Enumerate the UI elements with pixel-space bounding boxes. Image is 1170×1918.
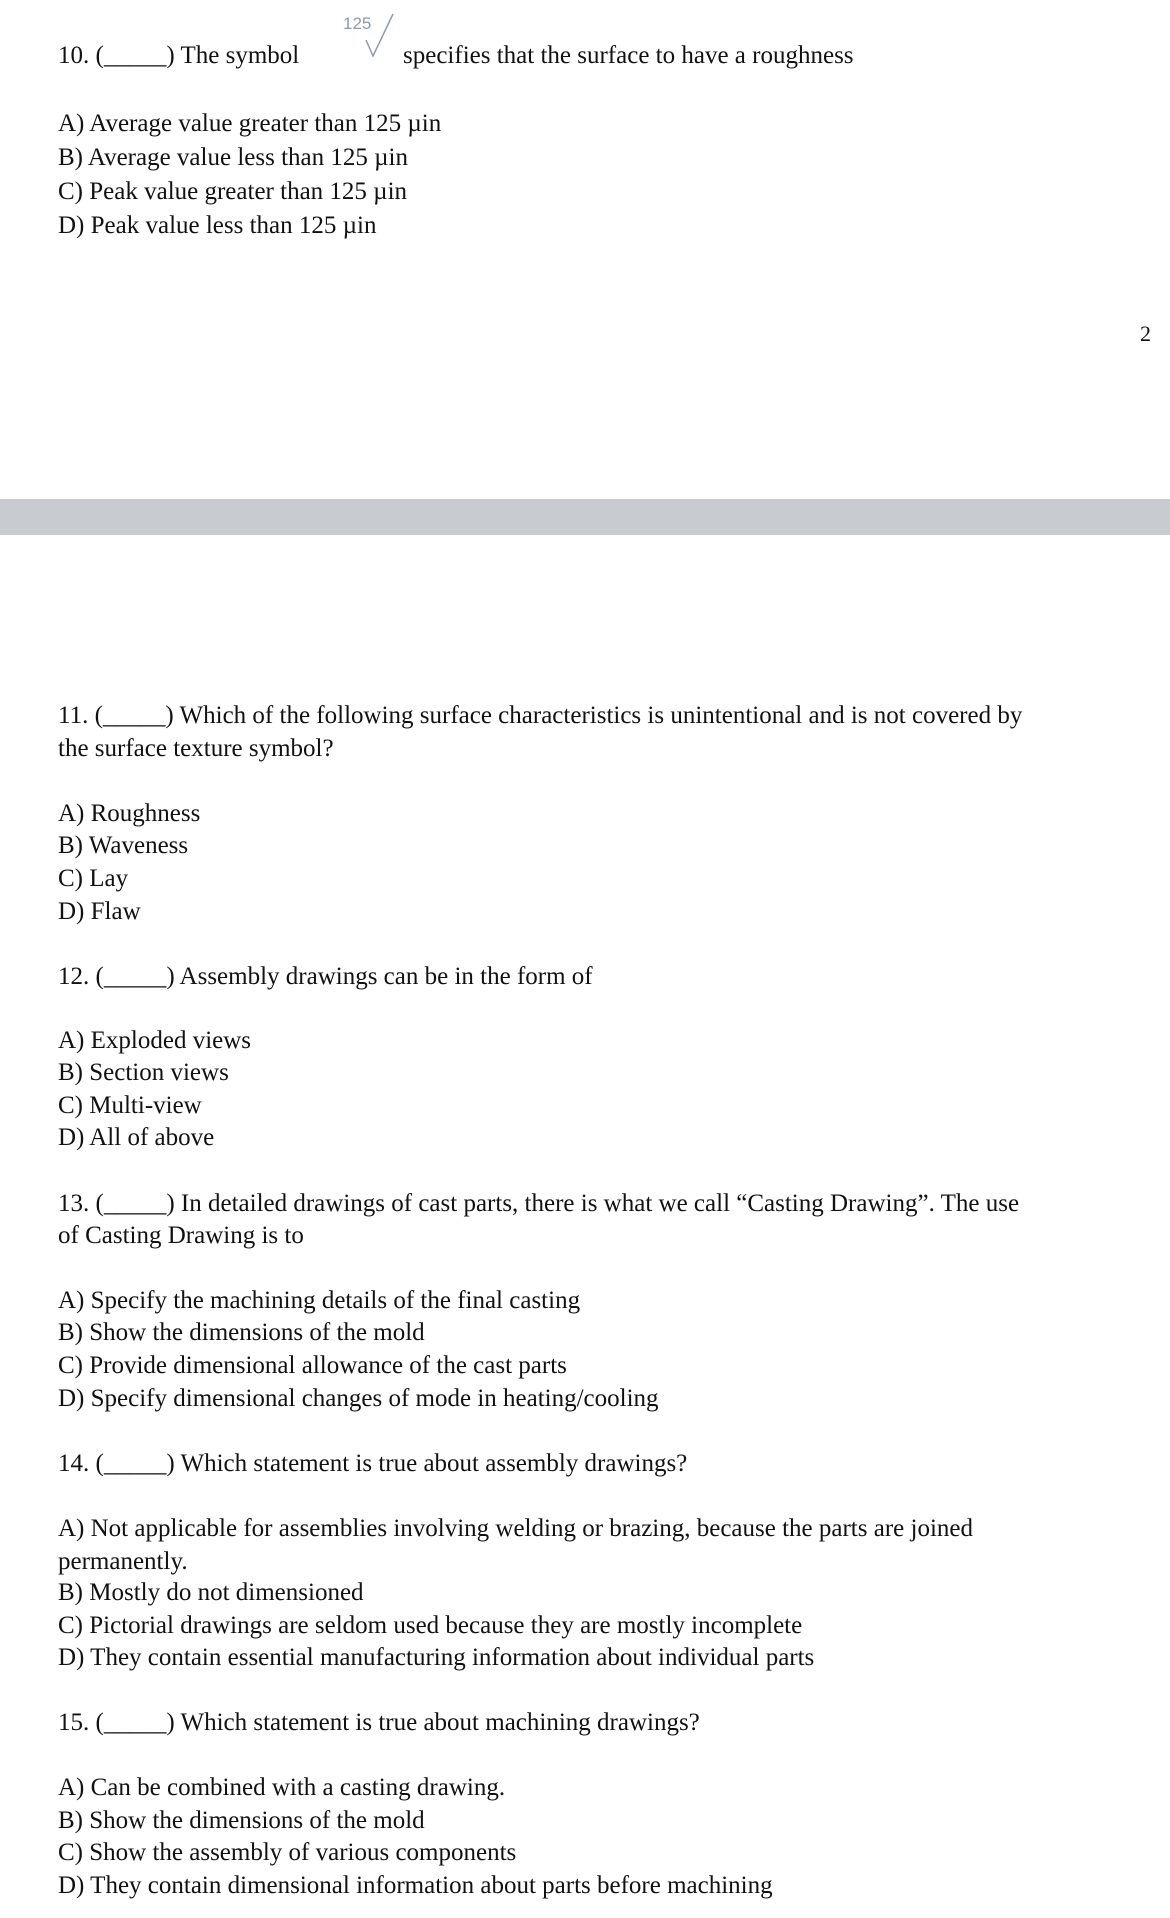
question-number: 12. <box>58 963 90 990</box>
question-13-stem <box>58 1189 1019 1219</box>
option-a: A) Specify the machining details of the final casting <box>58 1287 581 1314</box>
option-a: A) Average value greater than 125 µin <box>58 110 442 137</box>
option-a-continued: permanently. <box>58 1548 188 1575</box>
question-text: Which of the following surface characteristics is unintentional and is not covered by <box>179 702 1023 729</box>
option-c: C) Peak value greater than 125 µin <box>58 178 408 205</box>
question-15-stem <box>58 1708 700 1738</box>
page-separator <box>0 499 1170 535</box>
option-d: D) Peak value less than 125 µin <box>58 212 377 239</box>
question-text: The symbol <box>180 42 300 69</box>
option-a: A) Not applicable for assemblies involving welding or brazing, because the parts are joined <box>58 1515 973 1542</box>
option-d: D) They contain dimensional information about parts before machining <box>58 1872 773 1899</box>
question-number: 15. <box>58 1709 90 1736</box>
question-text-continued: of Casting Drawing is to <box>58 1222 304 1249</box>
answer-blank: (_____) <box>95 42 175 69</box>
question-10-stem <box>58 41 299 71</box>
answer-blank: (_____) <box>95 1450 175 1477</box>
option-c: C) Provide dimensional allowance of the cast parts <box>58 1352 567 1379</box>
question-number: 11. <box>58 702 89 729</box>
option-d: D) Specify dimensional changes of mode in heating/cooling <box>58 1385 659 1412</box>
question-text-continued: the surface texture symbol? <box>58 735 334 762</box>
roughness-symbol-icon <box>340 10 400 65</box>
option-a: A) Exploded views <box>58 1027 252 1054</box>
option-b: B) Show the dimensions of the mold <box>58 1319 425 1346</box>
question-number: 14. <box>58 1450 90 1477</box>
question-text: Which statement is true about assembly drawings? <box>180 1450 688 1477</box>
option-b: B) Show the dimensions of the mold <box>58 1807 425 1834</box>
question-text: In detailed drawings of cast parts, there is what we call “Casting Drawing”. The use <box>180 1190 1020 1217</box>
option-a: A) Can be combined with a casting drawing. <box>58 1774 506 1801</box>
roughness-value: 125 <box>343 14 372 33</box>
page-number: 2 <box>1140 321 1151 346</box>
option-b: B) Section views <box>58 1059 229 1086</box>
option-c: C) Pictorial drawings are seldom used because they are mostly incomplete <box>58 1612 803 1639</box>
question-11-stem <box>58 701 1022 731</box>
option-c: C) Multi-view <box>58 1092 202 1119</box>
answer-blank: (_____) <box>95 963 175 990</box>
option-b: B) Mostly do not dimensioned <box>58 1579 364 1606</box>
question-number: 13. <box>58 1190 90 1217</box>
question-10-text-after: specifies that the surface to have a roughness <box>403 42 854 69</box>
question-12-stem <box>58 962 593 992</box>
option-c: C) Show the assembly of various components <box>58 1839 517 1866</box>
option-a: A) Roughness <box>58 800 201 827</box>
answer-blank: (_____) <box>95 1190 175 1217</box>
option-d: D) All of above <box>58 1124 215 1151</box>
answer-blank: (_____) <box>94 702 174 729</box>
question-text: Assembly drawings can be in the form of <box>179 963 593 990</box>
option-b: B) Average value less than 125 µin <box>58 144 408 171</box>
option-b: B) Waveness <box>58 832 189 859</box>
option-d: D) Flaw <box>58 898 141 925</box>
question-number: 10. <box>58 42 90 69</box>
answer-blank: (_____) <box>95 1709 175 1736</box>
question-text: Which statement is true about machining drawings? <box>180 1709 700 1736</box>
option-c: C) Lay <box>58 865 129 892</box>
question-14-stem <box>58 1449 687 1479</box>
option-d: D) They contain essential manufacturing information about individual parts <box>58 1644 815 1671</box>
